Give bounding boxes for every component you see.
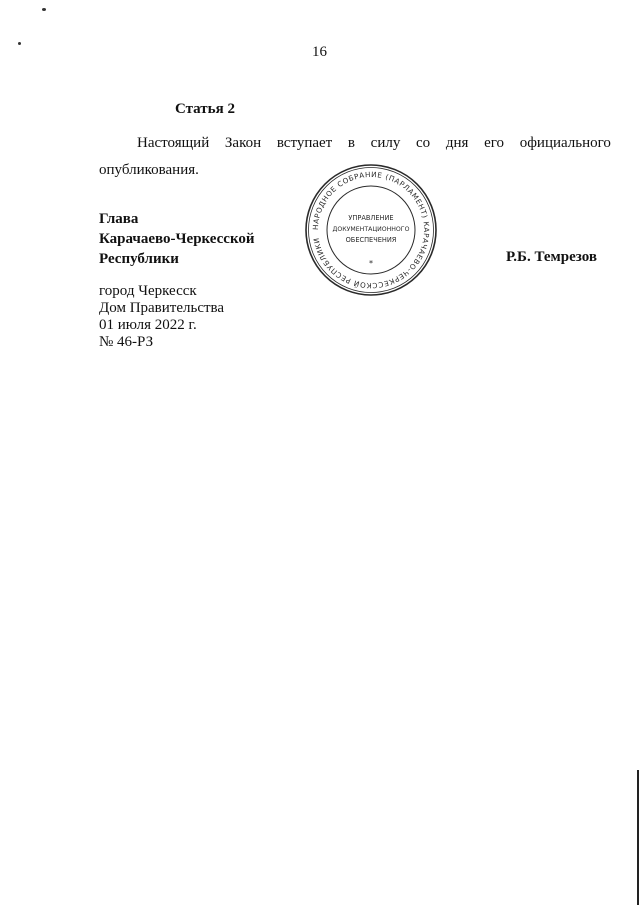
article-body-line-1	[99, 130, 611, 157]
signer-title	[99, 209, 255, 269]
stamp-outer-text: НАРОДНОЕ СОБРАНИЕ (ПАРЛАМЕНТ) КАРАЧАЕВО-ЧЕРКЕССКОЙ РЕСПУБЛИКИ	[310, 169, 432, 291]
word: силу	[370, 135, 401, 151]
official-stamp	[304, 163, 438, 297]
article-body-line-2: опубликования.	[99, 162, 199, 178]
word: официального	[519, 135, 611, 151]
word: Настоящий	[137, 135, 210, 151]
stamp-center-line-2: ДОКУМЕНТАЦИОННОГО	[332, 226, 410, 233]
scan-speck	[42, 8, 46, 11]
word: Закон	[224, 135, 262, 151]
date: 01 июля 2022 г.	[99, 317, 197, 333]
building: Дом Правительства	[99, 300, 225, 316]
place-and-date	[99, 283, 224, 351]
word: в	[347, 135, 355, 151]
article-title: Статья 2	[175, 101, 235, 117]
stamp-center-line-3: ОБЕСПЕЧЕНИЯ	[345, 236, 397, 244]
signer-title-line-2: Карачаево-Черкесской	[99, 231, 255, 247]
city: город Черкесск	[99, 283, 197, 299]
stamp-star-icon: *	[369, 259, 373, 268]
signer-title-line-1: Глава	[99, 211, 139, 227]
word: его	[484, 135, 505, 151]
word: со	[416, 135, 431, 151]
word: дня	[445, 135, 469, 151]
stamp-center-line-1: УПРАВЛЕНИЕ	[348, 214, 394, 222]
law-number: № 46-РЗ	[99, 334, 154, 350]
signer-title-line-3: Республики	[99, 251, 179, 267]
word: вступает	[276, 135, 333, 151]
page-number: 16	[312, 44, 327, 60]
signer-name: Р.Б. Темрезов	[506, 249, 597, 265]
